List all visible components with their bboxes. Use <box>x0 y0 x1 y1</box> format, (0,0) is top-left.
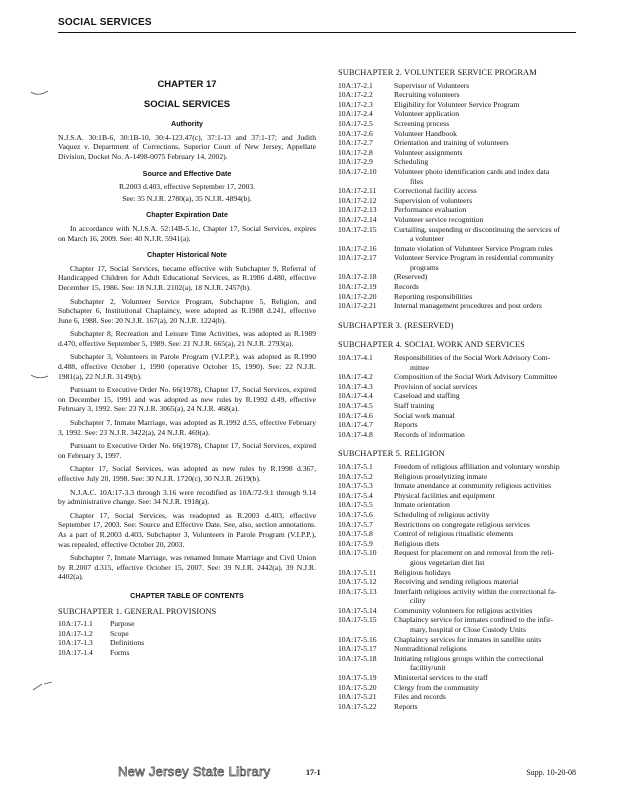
toc-entry[interactable] <box>338 253 578 272</box>
section-title-line: Volunteer service recognition <box>394 214 484 224</box>
section-title <box>394 673 578 683</box>
section-title-line: Supervisor of Volunteers <box>394 80 470 90</box>
subchapter-heading: SUBCHAPTER 4. SOCIAL WORK AND SERVICES <box>338 340 525 350</box>
section-number: 10A:17-2.19 <box>338 282 377 292</box>
section-title-line: Orientation and training of volunteers <box>394 138 509 148</box>
left-column <box>58 78 316 658</box>
toc-entry[interactable] <box>338 692 578 702</box>
history-paragraph: Subchapter 2, Volunteer Service Program, Subchapter 5, Religion, and Subchapter 6, Institutional Chaplaincy, were adopted as R.1988 d.241, effective June 6, 1988. See: 20 N.J.R. 167(a), 20 N.J.R. 1224(b). <box>58 296 316 325</box>
section-title-continuation: cility <box>410 596 426 606</box>
history-paragraph: Subchapter 7, Inmate Marriage, was adopted as R.1992 d.55, effective February 3, 1992. See: 23 N.J.R. 3422(a), 24 N.J.R. 469(a). <box>58 418 316 437</box>
section-number: 10A:17-5.10 <box>338 548 377 558</box>
section-title <box>394 462 578 472</box>
section-number: 10A:17-2.11 <box>338 186 377 196</box>
section-title-line: (Reserved) <box>394 272 428 282</box>
section-title <box>394 282 578 292</box>
section-number: 10A:17-4.7 <box>338 420 373 430</box>
section-number: 10A:17-1.4 <box>58 647 93 657</box>
source-line: See: 35 N.J.R. 2780(a), 35 N.J.R. 4894(b). <box>122 193 252 203</box>
authority-text: N.J.S.A. 30:1B-6, 30:1B-10, 30:4-123.47(c), 37:1-13 and 37:1-17; and Judith Vaquez v. Department of Corrections, Superior Court of New Jersey, Appellate Division, Docket No. A-1498-0075 February 14, 2002). <box>58 132 316 161</box>
toc-entry[interactable] <box>338 539 578 549</box>
toc-entry[interactable] <box>338 100 578 110</box>
toc-entry[interactable] <box>338 654 578 673</box>
subchapter-list <box>338 462 578 711</box>
section-title <box>394 529 578 539</box>
section-title-line: Performance evaluation <box>394 205 467 215</box>
section-title <box>394 215 578 225</box>
section-number: 10A:17-4.3 <box>338 381 373 391</box>
section-number: 10A:17-5.19 <box>338 673 377 683</box>
margin-mark-icon <box>30 372 50 382</box>
toc-entry[interactable] <box>338 81 578 91</box>
right-column <box>338 68 578 711</box>
section-number: 10A:17-5.3 <box>338 481 373 491</box>
section-title <box>110 619 316 629</box>
section-title-line: Scheduling <box>394 157 429 167</box>
section-title-line: Internal management procedures and post orders <box>394 301 542 311</box>
toc-entry[interactable] <box>338 577 578 587</box>
section-title <box>394 225 578 244</box>
history-paragraph: Subchapter 8, Recreation and Leisure Time Activities, was adopted as R.1989 d.470, effective September 5, 1989. See: 21 N.J.R. 665(a), 21 N.J.R. 2793(a). <box>58 329 316 348</box>
toc-heading: CHAPTER TABLE OF CONTENTS <box>130 590 244 600</box>
section-title <box>110 638 316 648</box>
section-number: 10A:17-5.22 <box>338 701 377 711</box>
section-title <box>394 702 578 712</box>
section-title <box>394 372 578 382</box>
section-title-line: Initiating religious groups within the correctional <box>394 653 544 663</box>
section-number: 10A:17-4.4 <box>338 391 373 401</box>
toc-entry[interactable] <box>338 481 578 491</box>
authority-heading: Authority <box>171 119 203 129</box>
section-title-line: Volunteer assignments <box>394 147 463 157</box>
history-paragraph: Chapter 17, Social Services, was adopted as new rules by R.1998 d.367, effective July 20, 1998. See: 30 N.J.R. 1720(c), 30 N.J.R. 2619(b). <box>58 464 316 483</box>
section-title <box>394 587 578 606</box>
section-number: 10A:17-5.11 <box>338 567 377 577</box>
history-paragraph: Chapter 17, Social Services, was readopted as R.2003 d.403, effective September 17, 2003. See: Source and Effective Date. See, also, section annotations. As a part of R.2003 d.403, Subchapter 3, Volunteers in Parole Program (V.I.P.P.), was repealed, effective October 20, 2003. <box>58 510 316 549</box>
section-title-line: Volunteer photo identification cards and index data <box>394 166 550 176</box>
section-number: 10A:17-2.13 <box>338 205 377 215</box>
toc-entry[interactable] <box>58 629 316 639</box>
supplement-date: Supp. 10-20-08 <box>526 768 576 777</box>
section-title-line: Reporting responsibilities <box>394 291 473 301</box>
section-number: 10A:17-2.4 <box>338 109 373 119</box>
section-title-line: Chaplaincy services for inmates in satellite units <box>394 634 542 644</box>
section-number: 10A:17-1.1 <box>58 619 93 629</box>
section-title <box>394 157 578 167</box>
section-title-line: Religious proselytizing inmate <box>394 471 488 481</box>
section-title <box>394 382 578 392</box>
section-title <box>394 481 578 491</box>
toc-entry[interactable] <box>338 615 578 634</box>
margin-mark-icon <box>32 680 54 692</box>
section-number: 10A:17-5.4 <box>338 490 373 500</box>
section-title <box>394 401 578 411</box>
toc-entry[interactable] <box>338 606 578 616</box>
toc-entry[interactable] <box>338 568 578 578</box>
section-title-line: Recruiting volunteers <box>394 90 460 100</box>
subchapter-heading: SUBCHAPTER 5. RELIGION <box>338 449 445 459</box>
chapter-title: SOCIAL SERVICES <box>143 98 231 110</box>
history-notes <box>58 264 316 582</box>
toc-entry[interactable] <box>338 148 578 158</box>
section-title-line: Curtailing, suspending or discontinuing the services of <box>394 224 560 234</box>
section-title-line: Inmate attendance at community religious activities <box>394 481 552 491</box>
section-title <box>394 654 578 673</box>
section-number: 10A:17-5.18 <box>338 653 377 663</box>
toc-entry[interactable] <box>338 167 578 186</box>
section-title-line: Chaplaincy service for inmates confined to the infir- <box>394 615 554 625</box>
section-number: 10A:17-4.5 <box>338 401 373 410</box>
section-number: 10A:17-2.1 <box>338 80 373 90</box>
section-title-line: Restrictions on congregate religious services <box>394 519 530 529</box>
section-title <box>394 81 578 91</box>
source-heading: Source and Effective Date <box>142 168 232 178</box>
section-number: 10A:17-1.3 <box>58 638 93 648</box>
toc-entry[interactable] <box>58 648 316 658</box>
section-title-line: Records of information <box>394 429 465 439</box>
section-number: 10A:17-5.7 <box>338 519 373 529</box>
toc-entry[interactable] <box>338 353 578 372</box>
section-title-line: Eligibility for Volunteer Service Program <box>394 99 520 109</box>
section-number: 10A:17-2.16 <box>338 243 377 253</box>
section-title-line: Scheduling of religious activity <box>394 509 490 519</box>
toc-entry[interactable] <box>338 462 578 472</box>
section-title <box>394 692 578 702</box>
toc-entry[interactable] <box>338 157 578 167</box>
section-number: 10A:17-4.6 <box>338 410 373 420</box>
section-number: 10A:17-2.3 <box>338 99 373 109</box>
toc-entry[interactable] <box>338 529 578 539</box>
toc-entry[interactable] <box>338 683 578 693</box>
section-number: 10A:17-1.2 <box>58 628 93 638</box>
section-title-line: Inmate orientation <box>394 500 450 510</box>
section-title <box>394 539 578 549</box>
section-title <box>394 472 578 482</box>
section-number: 10A:17-5.14 <box>338 605 377 615</box>
section-number: 10A:17-5.2 <box>338 471 373 481</box>
section-title <box>394 148 578 158</box>
toc-entry[interactable] <box>338 138 578 148</box>
toc-entry[interactable] <box>338 244 578 254</box>
toc-entry[interactable] <box>338 635 578 645</box>
section-title-continuation: mary, hospital or Close Custody Units <box>410 625 526 635</box>
section-title <box>110 648 316 658</box>
toc-entry[interactable] <box>338 225 578 244</box>
section-title-line: Volunteer Handbook <box>394 128 457 138</box>
section-title-line: Caseload and staffing <box>394 391 460 401</box>
section-title-line: Purpose <box>110 619 135 629</box>
toc-entry[interactable] <box>338 587 578 606</box>
section-title-line: Reports <box>394 420 418 430</box>
history-paragraph: Pursuant to Executive Order No. 66(1978), Chapter 17, Social Services, expired on February 3, 1997. <box>58 441 316 460</box>
section-title-continuation: facility/unit <box>410 663 446 673</box>
section-title <box>394 186 578 196</box>
section-number: 10A:17-2.9 <box>338 157 373 167</box>
toc-entry[interactable] <box>338 90 578 100</box>
section-title-line: Control of religious ritualistic elements <box>394 529 514 539</box>
section-title <box>394 353 578 372</box>
expiration-heading: Chapter Expiration Date <box>146 210 228 220</box>
subchapter-list <box>338 353 578 439</box>
section-title-line: Reports <box>394 701 418 711</box>
section-title-line: Community volunteers for religious activities <box>394 605 533 615</box>
section-title-line: Clergy from the community <box>394 682 479 692</box>
section-title-line: Files and records <box>394 692 446 702</box>
section-number: 10A:17-2.17 <box>338 253 377 263</box>
toc-entry[interactable] <box>338 215 578 225</box>
toc-entry[interactable] <box>338 411 578 421</box>
section-title <box>394 272 578 282</box>
section-title <box>394 411 578 421</box>
toc-entry[interactable] <box>338 510 578 520</box>
section-title-line: Physical facilities and equipment <box>394 490 495 500</box>
toc-entry[interactable] <box>338 372 578 382</box>
section-number: 10A:17-4.1 <box>338 353 373 363</box>
section-title <box>394 167 578 186</box>
toc-entry[interactable] <box>338 430 578 440</box>
section-title <box>394 129 578 139</box>
toc-entry[interactable] <box>338 292 578 302</box>
subchapter-heading: SUBCHAPTER 2. VOLUNTEER SERVICE PROGRAM <box>338 68 537 77</box>
running-header <box>58 12 576 33</box>
toc-entry[interactable] <box>338 382 578 392</box>
toc-entry[interactable] <box>338 301 578 311</box>
section-number: 10A:17-2.14 <box>338 214 377 224</box>
section-title-line: Composition of the Social Work Advisory Committee <box>394 372 558 382</box>
section-title <box>394 292 578 302</box>
section-title-line: Receiving and sending religious material <box>394 577 519 587</box>
toc-entry[interactable] <box>338 186 578 196</box>
toc-entry[interactable] <box>338 196 578 206</box>
section-title <box>394 100 578 110</box>
section-title <box>394 683 578 693</box>
toc-entry[interactable] <box>58 619 316 629</box>
section-title-line: Definitions <box>110 638 145 648</box>
section-number: 10A:17-2.10 <box>338 166 377 176</box>
toc-entry[interactable] <box>338 109 578 119</box>
section-number: 10A:17-5.15 <box>338 615 377 625</box>
subchapter-list <box>338 81 578 311</box>
section-number: 10A:17-2.7 <box>338 138 373 148</box>
toc-entry[interactable] <box>338 129 578 139</box>
section-title-line: Social work manual <box>394 410 455 420</box>
section-title-line: Supervision of volunteers <box>394 195 473 205</box>
expiration-text: In accordance with N.J.S.A. 52:14B-5.1c, Chapter 17, Social Services, expires on March 16, 2009. See: 40 N.J.R. 5941(a). <box>58 223 316 243</box>
section-number: 10A:17-2.20 <box>338 291 377 301</box>
toc-entry[interactable] <box>338 205 578 215</box>
section-title <box>394 500 578 510</box>
section-number: 10A:17-2.21 <box>338 301 377 311</box>
section-number: 10A:17-5.16 <box>338 634 377 644</box>
section-title <box>394 391 578 401</box>
section-title-line: Forms <box>110 647 130 657</box>
section-title <box>394 430 578 440</box>
section-title <box>394 606 578 616</box>
section-number: 10A:17-5.12 <box>338 577 377 587</box>
section-number: 10A:17-5.1 <box>338 461 373 471</box>
section-title <box>394 301 578 311</box>
history-paragraph: Subchapter 7, Inmate Marriage, was renamed Inmate Marriage and Civil Union by R.2007 d.315, effective October 15, 2007. See: 39 N.J.R. 2442(a), 39 N.J.R. 4402(a). <box>58 553 316 582</box>
section-title-line: Provision of social services <box>394 381 478 391</box>
history-paragraph: Chapter 17, Social Services, became effective with Subchapter 9, Referral of Handicapped Children for Adult Educational Services, as R.1986 d.480, effective December 15, 1986. See: 18 N.J.R. 2102(a), 18 N.J.R. 2457(b). <box>58 263 316 292</box>
section-number: 10A:17-5.8 <box>338 529 373 539</box>
chapter-number: CHAPTER 17 <box>157 79 217 90</box>
toc-entry[interactable] <box>338 644 578 654</box>
history-paragraph: N.J.A.C. 10A:17-3.3 through 3.16 were recodified as 10A:72-9.1 through 9.14 by administrative change. See: 34 N.J.R. 1918(a). <box>58 487 316 507</box>
section-title-continuation: mittee <box>410 362 429 372</box>
section-title <box>394 138 578 148</box>
section-number: 10A:17-5.13 <box>338 586 377 596</box>
subchapter-heading: SUBCHAPTER 1. GENERAL PROVISIONS <box>58 606 217 616</box>
subchapter-heading: SUBCHAPTER 3. (RESERVED) <box>338 320 454 330</box>
section-title-line: Correctional facility access <box>394 186 477 196</box>
section-number: 10A:17-2.15 <box>338 224 377 234</box>
toc-entry[interactable] <box>338 420 578 430</box>
section-title-line: Request for placement on and removal from the reli- <box>394 548 554 558</box>
section-title <box>394 244 578 254</box>
section-title <box>394 548 578 567</box>
library-watermark: New Jersey State Library <box>118 764 271 779</box>
section-title <box>394 90 578 100</box>
section-title-line: Volunteer application <box>394 109 460 119</box>
toc-entry[interactable] <box>338 520 578 530</box>
section-title <box>394 635 578 645</box>
section-title <box>394 420 578 430</box>
section-title-line: Religious diets <box>394 538 440 548</box>
section-number: 10A:17-2.5 <box>338 118 373 128</box>
toc-entry[interactable] <box>338 401 578 411</box>
section-number: 10A:17-2.12 <box>338 195 377 205</box>
section-title-line: Religious holidays <box>394 567 451 577</box>
section-number: 10A:17-5.9 <box>338 538 373 548</box>
toc-entry[interactable] <box>338 272 578 282</box>
section-title-line: Staff training <box>394 401 435 410</box>
section-title-line: Scope <box>110 628 129 638</box>
toc-entry[interactable] <box>338 673 578 683</box>
source-line: R.2003 d.403, effective September 17, 2003. <box>118 182 256 192</box>
section-number: 10A:17-2.18 <box>338 272 377 282</box>
section-title <box>394 510 578 520</box>
section-title <box>394 577 578 587</box>
section-title <box>394 196 578 206</box>
section-number: 10A:17-5.5 <box>338 500 373 510</box>
toc-entry[interactable] <box>338 500 578 510</box>
section-title-line: Nontraditional religions <box>394 644 467 654</box>
section-title-continuation: files <box>410 176 424 186</box>
section-title-line: Volunteer Service Program in residential community <box>394 253 554 263</box>
section-title <box>394 644 578 654</box>
section-title <box>394 253 578 272</box>
section-title <box>394 615 578 634</box>
section-number: 10A:17-2.8 <box>338 147 373 157</box>
history-paragraph: Subchapter 3, Volunteers in Parole Program (V.I.P.P.), was adopted as R.1990 d.488, effective October 1, 1990 (operative October 15, 1990). See: 22 N.J.R. 1981(a), 22 N.J.R. 3149(b). <box>58 352 316 381</box>
section-title-line: Records <box>394 282 419 292</box>
section-title-line: Inmate violation of Volunteer Service Program rules <box>394 243 553 253</box>
section-title <box>110 629 316 639</box>
section-number: 10A:17-2.2 <box>338 90 373 100</box>
section-title <box>394 568 578 578</box>
toc-entry[interactable] <box>338 548 578 567</box>
toc-entry[interactable] <box>338 491 578 501</box>
section-title-line: Screening process <box>394 118 450 128</box>
section-number: 10A:17-4.2 <box>338 372 373 382</box>
section-title-line: Freedom of religious affiliation and voluntary worship <box>394 461 560 471</box>
section-number: 10A:17-4.8 <box>338 429 373 439</box>
section-title-line: Ministerial services to the staff <box>394 673 488 683</box>
section-number: 10A:17-5.17 <box>338 644 377 654</box>
history-heading: Chapter Historical Note <box>147 250 227 260</box>
toc-entry[interactable] <box>58 638 316 648</box>
toc-entry[interactable] <box>338 391 578 401</box>
toc-entry[interactable] <box>338 702 578 712</box>
section-title-continuation: programs <box>410 262 439 272</box>
section-number: 10A:17-5.6 <box>338 509 373 519</box>
section-number: 10A:17-2.6 <box>338 128 373 138</box>
section-title <box>394 520 578 530</box>
toc-entry[interactable] <box>338 282 578 292</box>
section-title-line: Interfaith religious activity within the correctional fa- <box>394 586 557 596</box>
section-number: 10A:17-5.20 <box>338 682 377 692</box>
section-title-continuation: a volunteer <box>410 234 444 244</box>
section-title <box>394 119 578 129</box>
section-title <box>394 109 578 119</box>
toc-entry[interactable] <box>338 472 578 482</box>
section-title-continuation: gious vegetarian diet list <box>410 557 485 567</box>
section-title-line: Responsibilities of the Social Work Advisory Com- <box>394 353 551 363</box>
toc-entry[interactable] <box>338 119 578 129</box>
section-title <box>394 205 578 215</box>
page-number: 17-1 <box>306 768 321 777</box>
history-paragraph: Pursuant to Executive Order No. 66(1978), Chapter 17, Social Services, expired on December 15, 1991 and was adopted as new rules by R.1992 d.49, effective February 3, 1992. See: 23 N.J.R. 3065(a), 24 N.J.R. 468(a). <box>58 385 316 414</box>
header-title: SOCIAL SERVICES <box>58 17 152 28</box>
section-title <box>394 491 578 501</box>
subchapter-list <box>58 619 316 657</box>
margin-mark-icon <box>30 88 50 98</box>
section-number: 10A:17-5.21 <box>338 692 377 702</box>
